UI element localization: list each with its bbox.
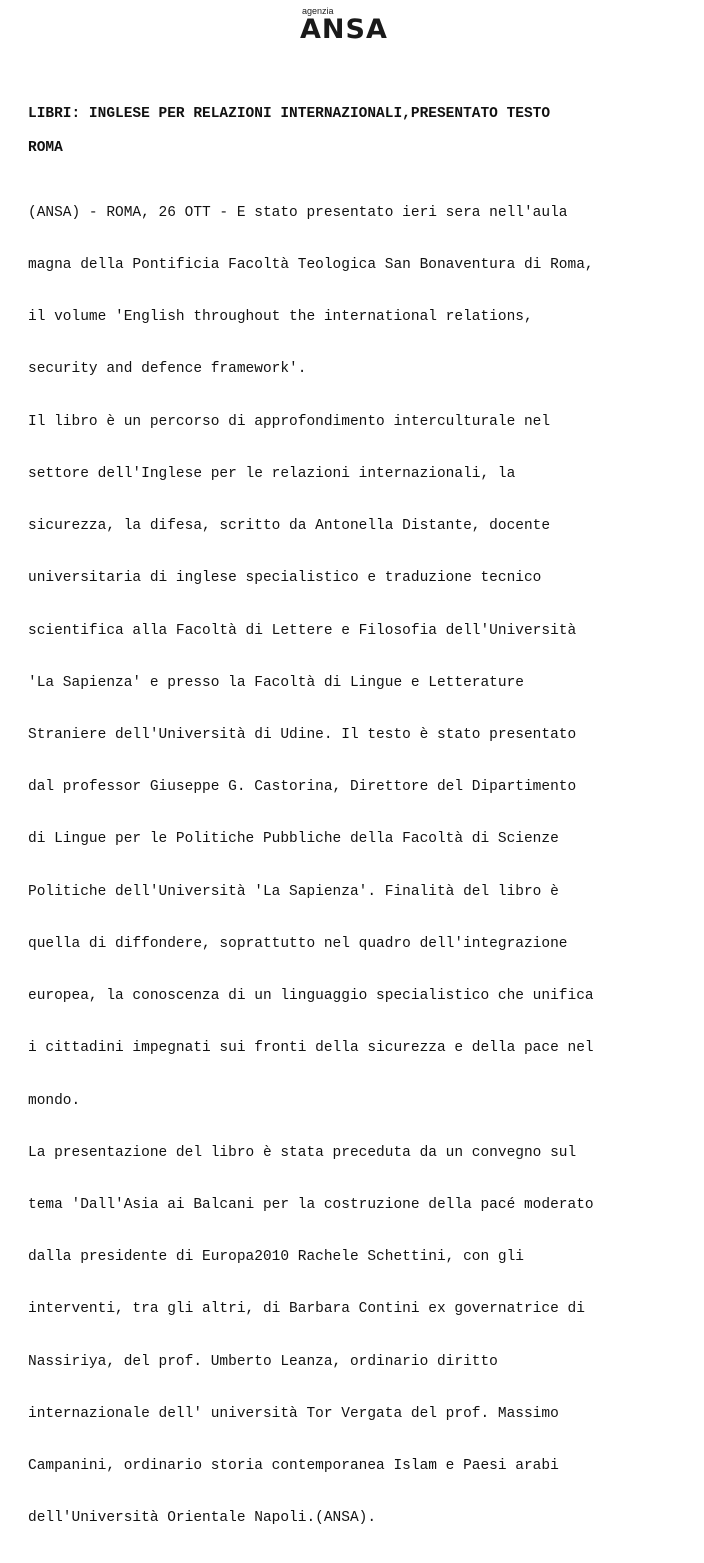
body-line: settore dell'Inglese per le relazioni internazionali, la bbox=[28, 465, 516, 482]
body-line: Nassiriya, del prof. Umberto Leanza, ordinario diritto bbox=[28, 1353, 498, 1370]
body-line: europea, la conoscenza di un linguaggio specialistico che unifica bbox=[28, 988, 594, 1005]
body-line: dell'Università Orientale Napoli.(ANSA). bbox=[28, 1510, 377, 1527]
body-line: i cittadini impegnati sui fronti della sicurezza e della pace nel bbox=[28, 1040, 594, 1057]
body-line: tema 'Dall'Asia ai Balcani per la costruzione della pacé moderato bbox=[28, 1196, 594, 1213]
body-line: scientifica alla Facoltà di Lettere e Filosofia dell'Università bbox=[28, 622, 577, 639]
body-line: security and defence framework'. bbox=[28, 361, 307, 378]
ansa-logo bbox=[300, 6, 410, 44]
body-line: di Lingue per le Politiche Pubbliche della Facoltà di Scienze bbox=[28, 831, 559, 848]
body-line: quella di diffondere, soprattutto nel quadro dell'integrazione bbox=[28, 935, 568, 952]
article bbox=[28, 104, 688, 1563]
body-line: mondo. bbox=[28, 1092, 81, 1109]
body-line: interventi, tra gli altri, di Barbara Contini ex governatrice di bbox=[28, 1301, 585, 1318]
logo-text: ANSA bbox=[300, 14, 388, 45]
body-line: (ANSA) - ROMA, 26 OTT - E stato presentato ieri sera nell'aula bbox=[28, 204, 568, 221]
agency-label: agenzia bbox=[302, 6, 334, 16]
body-line: dalla presidente di Europa2010 Rachele Schettini, con gli bbox=[28, 1249, 524, 1266]
body-line: il volume 'English throughout the international relations, bbox=[28, 309, 533, 326]
article-body bbox=[28, 170, 688, 1563]
body-line: Politiche dell'Università 'La Sapienza'. Finalità del libro è bbox=[28, 883, 559, 900]
body-line: Straniere dell'Università di Udine. Il testo è stato presentato bbox=[28, 727, 577, 743]
body-line: universitaria di inglese specialistico e traduzione tecnico bbox=[28, 570, 542, 587]
article-headline: LIBRI: INGLESE PER RELAZIONI INTERNAZIONALI,PRESENTATO TESTO bbox=[28, 106, 551, 122]
body-line: 'La Sapienza' e presso la Facoltà di Lingue e Letterature bbox=[28, 674, 524, 691]
body-line: Il libro è un percorso di approfondimento interculturale nel bbox=[28, 413, 551, 430]
body-line: magna della Pontificia Facoltà Teologica San Bonaventura di Roma, bbox=[28, 257, 594, 274]
body-line: internazionale dell' università Tor Vergata del prof. Massimo bbox=[28, 1405, 559, 1422]
body-line: Campanini, ordinario storia contemporanea Islam e Paesi arabi bbox=[28, 1458, 559, 1475]
body-line: sicurezza, la difesa, scritto da Antonella Distante, docente bbox=[28, 518, 551, 535]
body-line: La presentazione del libro è stata preceduta da un convegno sul bbox=[28, 1144, 577, 1161]
article-location: ROMA bbox=[28, 140, 63, 156]
body-line: dal professor Giuseppe G. Castorina, Direttore del Dipartimento bbox=[28, 779, 577, 796]
